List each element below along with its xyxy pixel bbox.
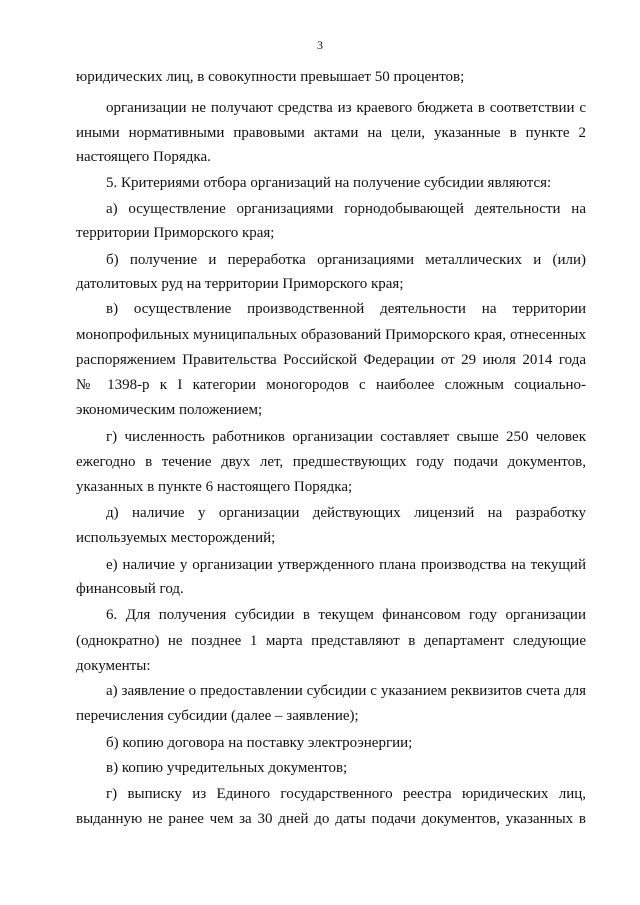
text-line: организации не получают средства из краевого бюджета в соответствии с	[106, 100, 586, 116]
text-line: распоряжением Правительства Российской Федерации от 29 июля 2014 года	[76, 352, 586, 368]
page-number: 3	[317, 38, 323, 52]
text-line: в) копию учредительных документов;	[106, 760, 348, 776]
text-line: г) численность работников организации составляет свыше 250 человек	[106, 429, 586, 445]
text-line: финансовый год.	[76, 581, 184, 597]
text-line: б) получение и переработка организациями металлических и (или)	[106, 252, 586, 268]
text-line: используемых месторождений;	[76, 530, 276, 546]
text-line: 5. Критериями отбора организаций на получение субсидии являются:	[106, 175, 552, 191]
text-line: а) заявление о предоставлении субсидии с указанием реквизитов счета для	[106, 683, 586, 699]
text-line: а) осуществление организациями горнодобывающей деятельности на	[106, 201, 586, 217]
text-line: выданную не ранее чем за 30 дней до даты подачи документов, указанных в	[76, 811, 586, 827]
text-line: (однократно) не позднее 1 марта представляют в департамент следующие	[76, 633, 586, 649]
text-line: датолитовых руд на территории Приморского края;	[76, 276, 404, 292]
text-line: иными нормативными правовыми актами на цели, указанные в пункте 2	[76, 125, 586, 141]
text-line: № 1398-р к I категории моногородов с наиболее сложным социально-	[76, 377, 586, 393]
text-line: экономическим положением;	[76, 402, 263, 418]
text-line: юридических лиц, в совокупности превышает 50 процентов;	[76, 69, 465, 85]
text-line: д) наличие у организации действующих лицензий на разработку	[106, 505, 586, 521]
text-line: б) копию договора на поставку электроэнергии;	[106, 735, 413, 751]
text-line: ежегодно в течение двух лет, предшествующих году подачи документов,	[76, 454, 586, 470]
text-line: г) выписку из Единого государственного реестра юридических лиц,	[106, 786, 586, 802]
text-line: настоящего Порядка.	[76, 149, 211, 165]
text-line: документы:	[76, 658, 151, 674]
text-line: монопрофильных муниципальных образований Приморского края, отнесенных	[76, 327, 586, 343]
text-line: территории Приморского края;	[76, 225, 275, 241]
text-line: указанных в пункте 6 настоящего Порядка;	[76, 479, 353, 495]
text-line: 6. Для получения субсидии в текущем финансовом году организации	[106, 607, 586, 623]
text-line: перечисления субсидии (далее – заявление);	[76, 708, 359, 724]
text-line: в) осуществление производственной деятельности на территории	[106, 301, 586, 317]
text-line: е) наличие у организации утвержденного плана производства на текущий	[106, 557, 586, 573]
